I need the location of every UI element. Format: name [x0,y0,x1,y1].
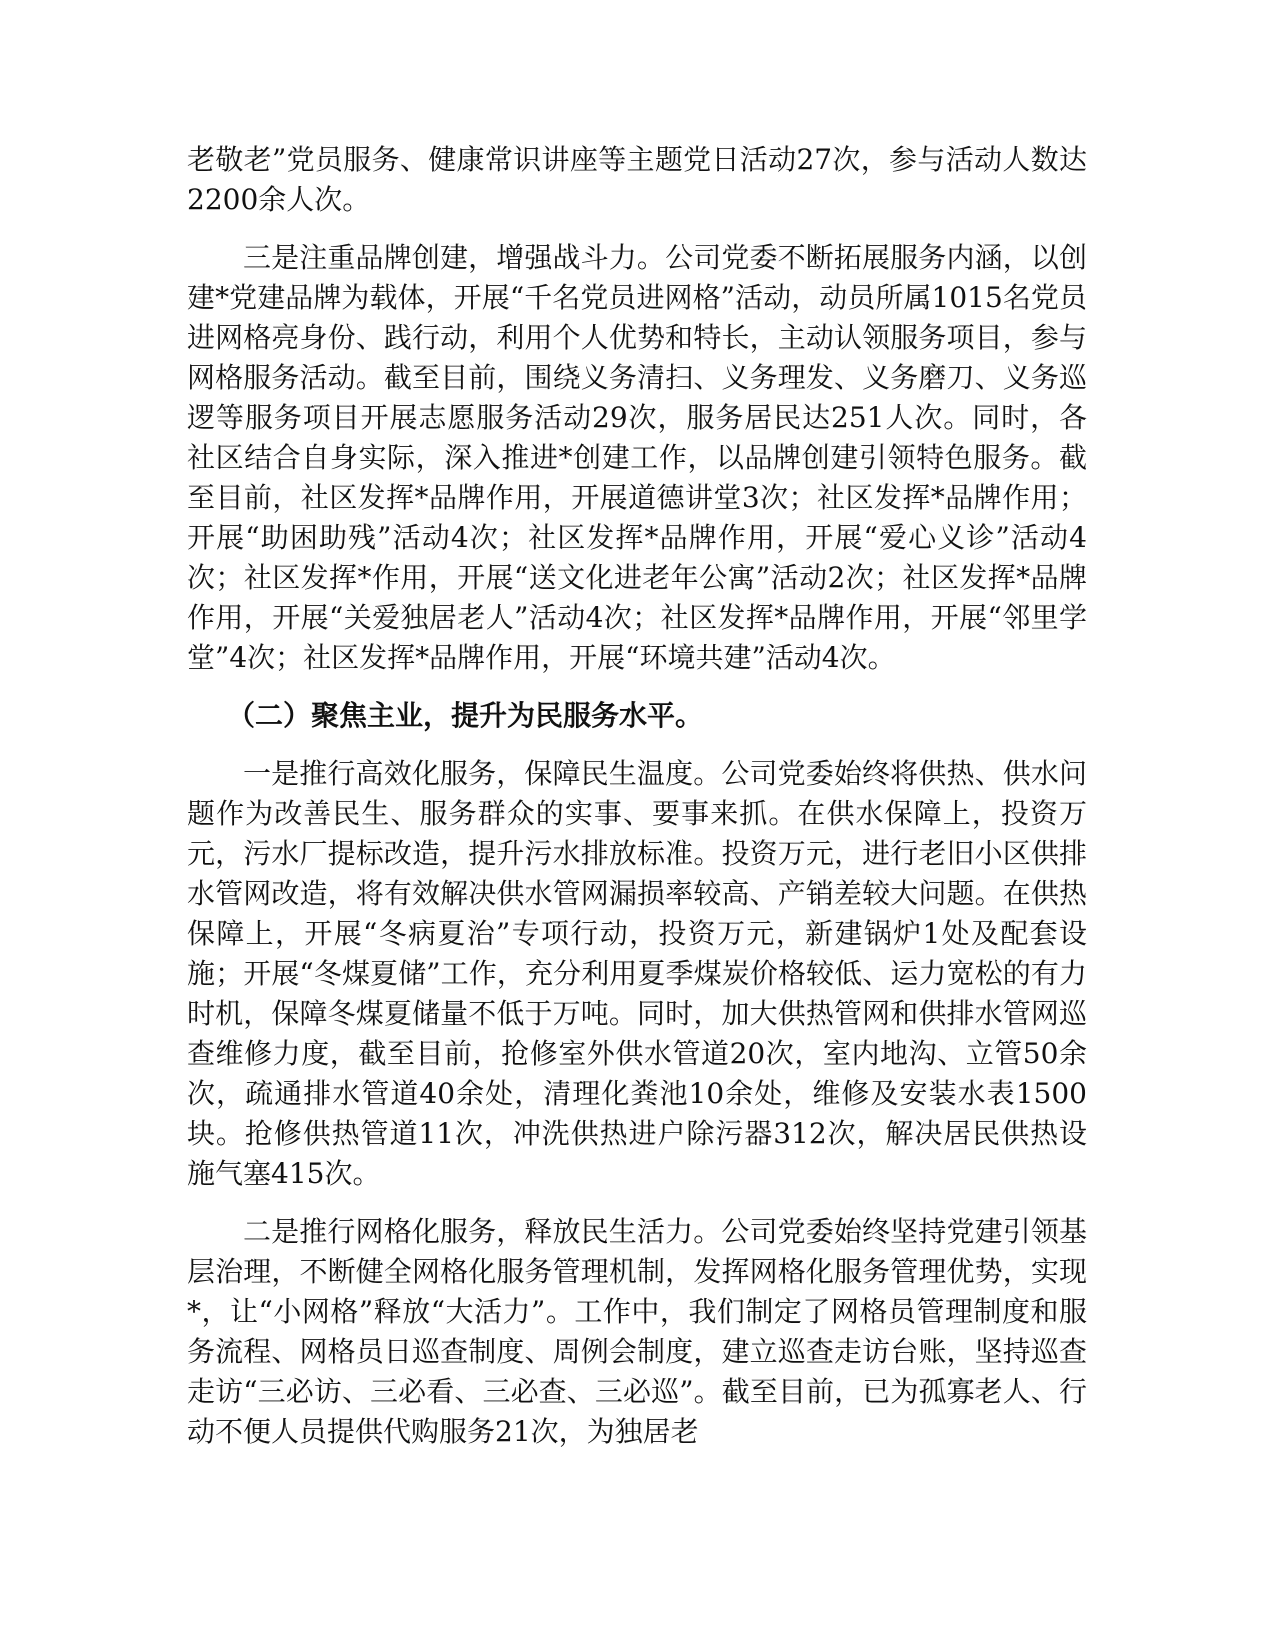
section-heading: （二）聚焦主业，提升为民服务水平。 [227,699,704,732]
paragraph-brand-building: 三是注重品牌创建，增强战斗力。公司党委不断拓展服务内涵，以创建*党建品牌为载体，开展“千名党员进网格”活动，动员所属1015名党员进网格亮身份、践行动，利用个人优势和特长，主动认领服务项目，参与网格服务活动。截至目前，围绕义务清扫、义务理发、义务磨刀、义务巡逻等服务项目开展志愿服务活动29次，服务居民达251人次。同时，各社区结合自身实际，深入推进*创建工作，以品牌创建引领特色服务。截至目前，社区发挥*品牌作用，开展道德讲堂3次；社区发挥*品牌作用；开展“助困助残”活动4次；社区发挥*品牌作用，开展“爱心义诊”活动4次；社区发挥*作用，开展“送文化进老年公寓”活动2次；社区发挥*品牌作用，开展“关爱独居老人”活动4次；社区发挥*品牌作用，开展“邻里学堂”4次；社区发挥*品牌作用，开展“环境共建”活动4次。 [187,241,1087,674]
paragraph-efficient-service: 一是推行高效化服务，保障民生温度。公司党委始终将供热、供水问题作为改善民生、服务群众的实事、要事来抓。在供水保障上，投资万元，污水厂提标改造，提升污水排放标准。投资万元，进行老旧小区供排水管网改造，将有效解决供水管网漏损率较高、产销差较大问题。在供热保障上，开展“冬病夏治”专项行动，投资万元，新建锅炉1处及配套设施；开展“冬煤夏储”工作，充分利用夏季煤炭价格较低、运力宽松的有力时机，保障冬煤夏储量不低于万吨。同时，加大供热管网和供排水管网巡查维修力度，截至目前，抢修室外供水管道20次，室内地沟、立管50余次，疏通排水管道40余处，清理化粪池10余处，维修及安装水表1500块。抢修供热管道11次，冲洗供热进户除污器312次，解决居民供热设施气塞415次。 [187,757,1087,1190]
paragraph-grid-service: 二是推行网格化服务，释放民生活力。公司党委始终坚持党建引领基层治理，不断健全网格化服务管理机制，发挥网格化服务管理优势，实现*，让“小网格”释放“大活力”。工作中，我们制定了网格员管理制度和服务流程、网格员日巡查制度、周例会制度，建立巡查走访台账，坚持巡查走访“三必访、三必看、三必查、三必巡”。截至目前，已为孤寡老人、行动不便人员提供代购服务21次，为独居老 [187,1215,1087,1448]
document-body [187,140,1087,1470]
paragraph-continuation: 老敬老”党员服务、健康常识讲座等主题党日活动27次，参与活动人数达2200余人次。 [187,143,1087,216]
